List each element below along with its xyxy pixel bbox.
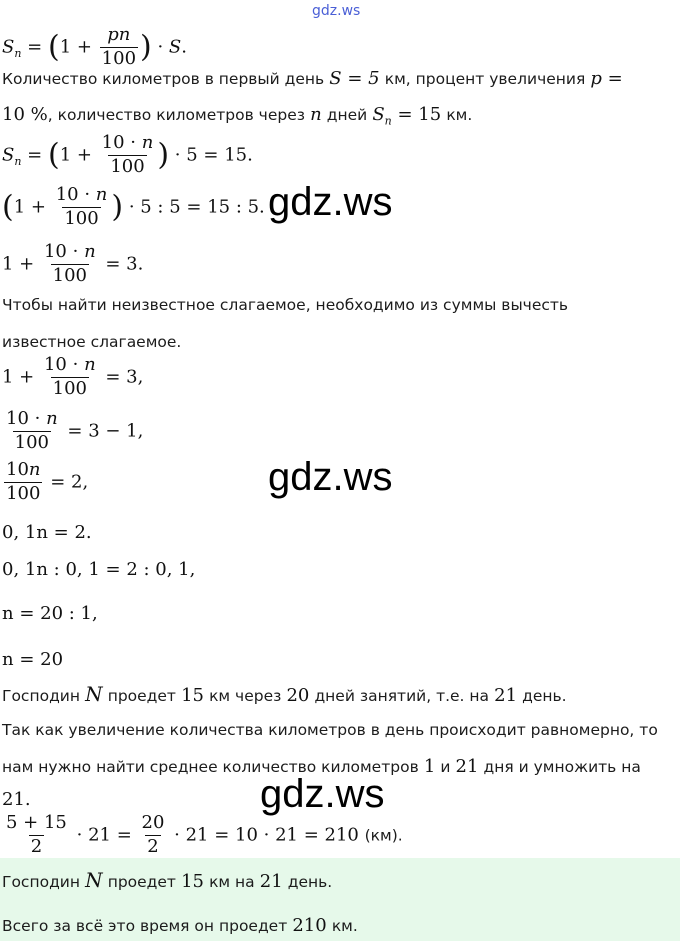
given-line-1: Количество километров в первый день S = 5 км, процент увеличения p =	[2, 68, 623, 89]
watermark-1: gdz.ws	[268, 180, 393, 224]
rule-text-1: Чтобы найти неизвестное слагаемое, необходимо из суммы вычесть	[2, 296, 569, 314]
equation-10: n = 20	[2, 649, 64, 670]
equation-8: 0, 1n : 0, 1 = 2 : 0, 1,	[2, 559, 196, 580]
equation-1: $S_n = (1$ + $\frac{10 \cdot n}{100}$ ) · 5 = 15.	[2, 132, 253, 177]
equation-3: 1 + $\frac{10 \cdot n}{100}$ = 3.	[2, 241, 144, 286]
explain-text-2: нам нужно найти среднее количество километров 1 и 21 дня и умножить на	[2, 756, 641, 777]
answer-line-2: Всего за всё это время он проедет 210 км.	[2, 915, 358, 936]
explain-text-1: Так как увеличение количества километров в день происходит равномерно, то	[2, 721, 658, 739]
result-line: Господин N проедет 15 км через 20 дней занятий, т.е. на 21 день.	[2, 682, 567, 706]
equation-5: $\frac{10 \cdot n}{100}$ = 3 − 1,	[6, 408, 144, 453]
equation-2: (1 + $\frac{10 \cdot n}{100}$ ) · 5 : 5 = 15 : 5.	[2, 184, 265, 229]
answer-line-1: Господин N проедет 15 км на 21 день.	[2, 868, 333, 892]
watermark-2: gdz.ws	[268, 455, 393, 499]
average-equation: $\frac{5 + 15}{2}$ · 21 = $\frac{20}{2}$ · 21 = 10 · 21 = 210 (км).	[6, 812, 403, 857]
formula-general: $S_n = (1$ + $\frac{pn}{100}$ ) · S.	[2, 24, 187, 69]
equation-6: $\frac{10n}{100}$ = 2,	[6, 459, 89, 504]
top-watermark: gdz.ws	[312, 3, 361, 19]
explain-text-3: 21.	[2, 789, 31, 810]
equation-4: 1 + $\frac{10 \cdot n}{100}$ = 3,	[2, 354, 144, 399]
watermark-3: gdz.ws	[260, 772, 385, 816]
equation-7: 0, 1n = 2.	[2, 522, 92, 543]
given-line-2: 10 %, количество километров через n дней $S_n = 15$ км.	[2, 104, 473, 128]
rule-text-2: известное слагаемое.	[2, 333, 182, 351]
equation-9: n = 20 : 1,	[2, 603, 98, 624]
